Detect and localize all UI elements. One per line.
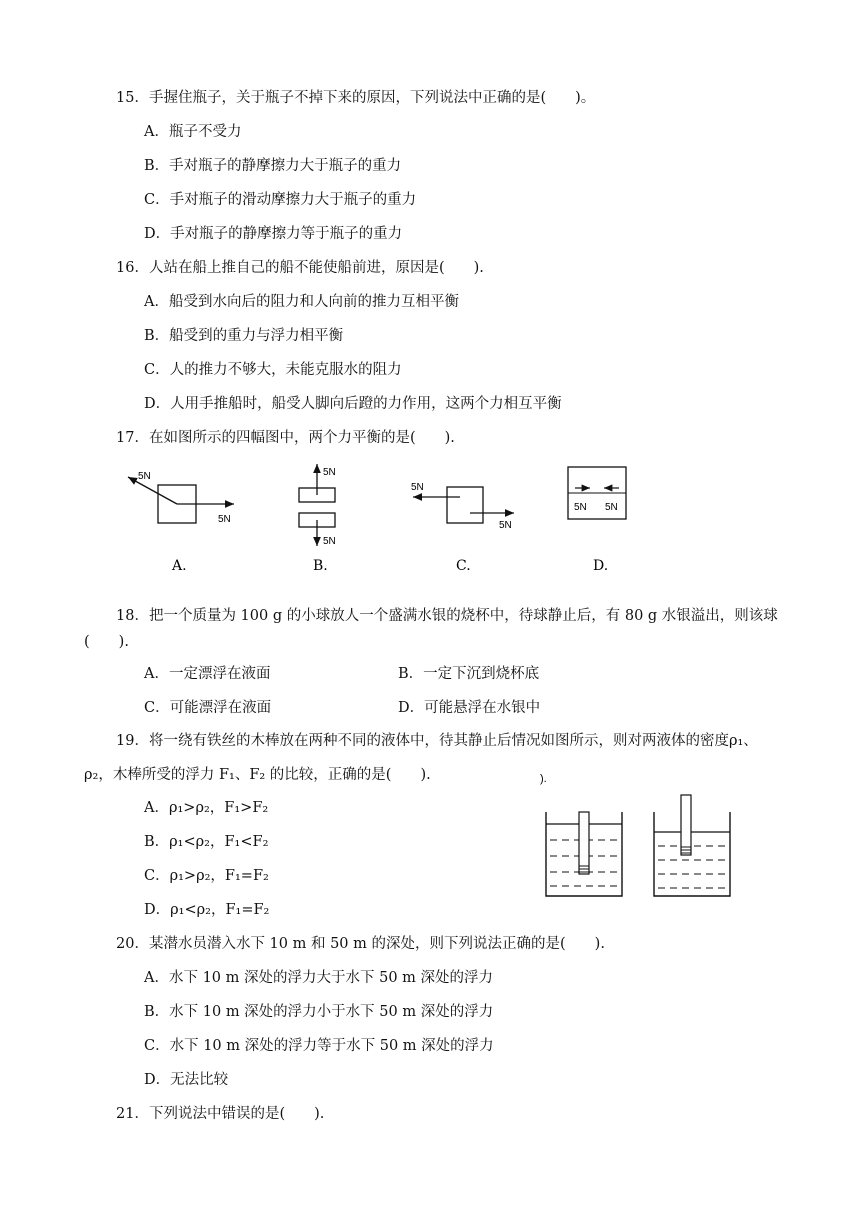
question-21-stem: 21．下列说法中错误的是( ). <box>116 1106 325 1122</box>
question-20-option-d: D．无法比较 <box>144 1072 229 1088</box>
question-19-option-c: C．ρ₁>ρ₂，F₁=F₂ <box>144 868 269 884</box>
floating-stick-figure <box>536 768 736 903</box>
diagram-a-caption: A. <box>172 558 187 574</box>
question-18-option-d: D．可能悬浮在水银中 <box>398 700 541 716</box>
question-20-option-b: B．水下 10 m 深处的浮力小于水下 50 m 深处的浮力 <box>144 1004 494 1020</box>
diagram-c-force-label-2: 5N <box>499 520 512 531</box>
diagram-c-caption: C. <box>456 558 471 574</box>
question-15-stem: 15．手握住瓶子，关于瓶子不掉下来的原因，下列说法中正确的是( )。 <box>116 90 596 106</box>
question-20-stem: 20．某潜水员潜入水下 10 m 和 50 m 的深处，则下列说法正确的是( ). <box>116 936 605 952</box>
beaker-1 <box>546 812 622 896</box>
diagram-b-caption: B. <box>313 558 328 574</box>
question-19-option-b: B．ρ₁<ρ₂，F₁<F₂ <box>144 834 269 850</box>
figure-mark: ). <box>540 773 547 785</box>
diagram-c <box>411 482 514 574</box>
question-17-stem: 17．在如图所示的四幅图中，两个力平衡的是( ). <box>116 430 455 446</box>
question-19-option-d: D．ρ₁<ρ₂，F₁=F₂ <box>144 902 270 918</box>
question-15-option-c: C．手对瓶子的滑动摩擦力大于瓶子的重力 <box>144 192 417 208</box>
question-19-option-a: A．ρ₁>ρ₂，F₁>F₂ <box>144 800 269 816</box>
question-18-stem: 18．把一个质量为 100 g 的小球放人一个盛满水银的烧杯中，待球静止后，有 80 g 水银溢出，则该球 <box>116 608 778 624</box>
beaker-2 <box>654 795 730 896</box>
diagram-a-force-label-2: 5N <box>218 514 231 525</box>
question-15-option-d: D．手对瓶子的静摩擦力等于瓶子的重力 <box>144 226 403 242</box>
question-20-option-c: C．水下 10 m 深处的浮力等于水下 50 m 深处的浮力 <box>144 1038 494 1054</box>
question-16-option-c: C．人的推力不够大，未能克服水的阻力 <box>144 362 402 378</box>
question-20-option-a: A．水下 10 m 深处的浮力大于水下 50 m 深处的浮力 <box>144 970 494 986</box>
diagram-d-force-label-2: 5N <box>605 502 618 513</box>
diagram-d-caption: D. <box>593 558 609 574</box>
question-16-option-b: B．船受到的重力与浮力相平衡 <box>144 328 344 344</box>
question-18-option-c: C．可能漂浮在液面 <box>144 700 272 716</box>
question-18-option-a: A．一定漂浮在液面 <box>144 666 271 682</box>
diagram-d <box>568 467 626 574</box>
diagram-a-force-label-1: 5N <box>138 471 151 482</box>
diagram-b <box>299 464 336 574</box>
question-18-option-b: B．一定下沉到烧杯底 <box>398 666 540 682</box>
question-16-option-a: A．船受到水向后的阻力和人向前的推力互相平衡 <box>144 294 459 310</box>
force-diagrams-figure <box>110 455 650 580</box>
question-18-paren: ( ). <box>84 634 129 650</box>
question-16-stem: 16．人站在船上推自己的船不能使船前进，原因是( ). <box>116 260 484 276</box>
question-16-option-d: D．人用手推船时，船受人脚向后蹬的力作用，这两个力相互平衡 <box>144 396 562 412</box>
question-19-stem-line-2: ρ₂，木棒所受的浮力 F₁、F₂ 的比较，正确的是( ). <box>84 767 431 783</box>
question-15-option-b: B．手对瓶子的静摩擦力大于瓶子的重力 <box>144 158 402 174</box>
diagram-d-force-label-1: 5N <box>574 502 587 513</box>
question-19-stem-line-1: 19．将一绕有铁丝的木棒放在两种不同的液体中，待其静止后情况如图所示，则对两液体的密度ρ₁、 <box>116 733 758 749</box>
diagram-c-force-label-1: 5N <box>411 482 424 493</box>
diagram-b-force-label-2: 5N <box>323 536 336 547</box>
diagram-a <box>128 471 234 574</box>
question-15-option-a: A．瓶子不受力 <box>144 124 242 140</box>
diagram-b-force-label-1: 5N <box>323 467 336 478</box>
